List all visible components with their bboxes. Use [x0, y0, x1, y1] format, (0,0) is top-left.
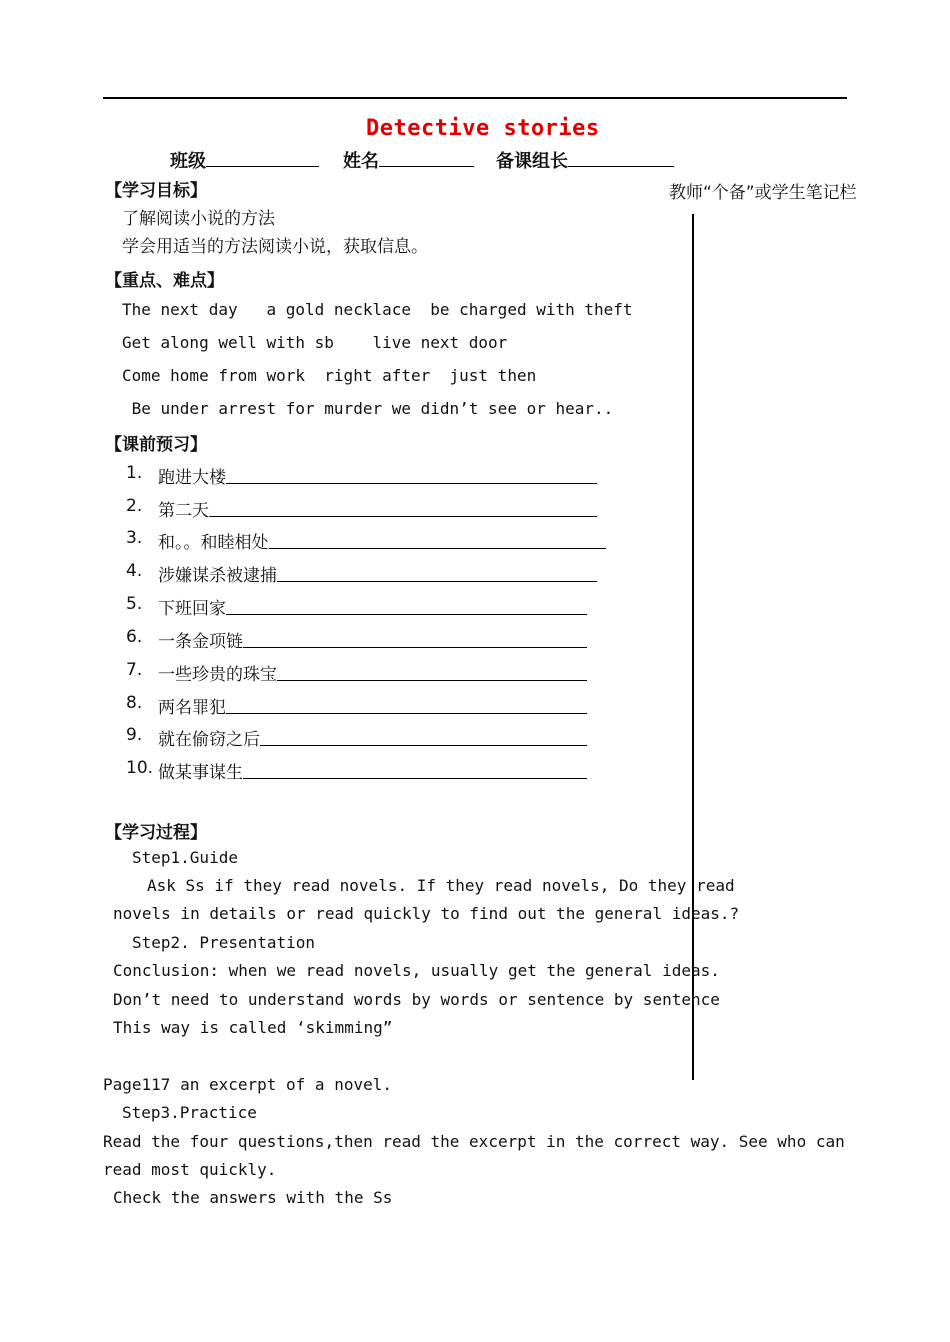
preview-item-number: 4. — [126, 561, 143, 581]
process-line: Ask Ss if they read novels. If they read novels, Do they read — [147, 876, 735, 895]
preview-item-number: 6. — [126, 627, 143, 647]
preview-answer-blank[interactable] — [260, 745, 587, 746]
preview-answer-blank[interactable] — [277, 680, 587, 681]
notes-column-divider — [692, 214, 694, 1080]
goal-item: 了解阅读小说的方法 — [122, 209, 275, 229]
preview-heading: 【课前预习】 — [105, 435, 207, 455]
key-points-line: Be under arrest for murder we didn’t see or hear.. — [122, 399, 614, 418]
preview-item-text: 两名罪犯 — [158, 698, 226, 718]
preview-answer-blank[interactable] — [277, 581, 597, 582]
process-line: Step3.Practice — [122, 1103, 257, 1122]
preview-answer-blank[interactable] — [269, 548, 606, 549]
process-line: This way is called ‘skimming” — [113, 1018, 393, 1037]
key-points-line: The next day a gold necklace be charged with theft — [122, 300, 633, 319]
class-field — [170, 147, 319, 173]
preview-item-number: 10. — [126, 758, 154, 778]
process-line: Don’t need to understand words by words or sentence by sentence — [113, 990, 720, 1009]
preview-item-text: 涉嫌谋杀被逮捕 — [158, 566, 277, 586]
class-blank[interactable] — [206, 148, 319, 167]
key-points-line: Come home from work right after just then — [122, 366, 537, 385]
process-line: Read the four questions,then read the excerpt in the correct way. See who can — [103, 1132, 845, 1151]
preview-item-text: 和。。和睦相处 — [158, 533, 269, 553]
preview-item-text: 做某事谋生 — [158, 763, 243, 783]
key-points-line: Get along well with sb live next door — [122, 333, 508, 352]
preview-answer-blank[interactable] — [226, 713, 587, 714]
process-heading: 【学习过程】 — [105, 823, 207, 843]
preview-item-number: 1. — [126, 463, 143, 483]
preview-item-number: 5. — [126, 594, 143, 614]
preview-item-number: 3. — [126, 528, 143, 548]
preview-item-number: 2. — [126, 496, 143, 516]
process-line: Page117 an excerpt of a novel. — [103, 1075, 392, 1094]
key-points-heading: 【重点、难点】 — [105, 271, 224, 291]
preview-item-text: 下班回家 — [158, 599, 226, 619]
preview-answer-blank[interactable] — [226, 614, 587, 615]
goal-item: 学会用适当的方法阅读小说，获取信息。 — [122, 237, 428, 257]
notes-column-title: 教师“个备”或学生笔记栏 — [669, 183, 857, 203]
process-line: Check the answers with the Ss — [113, 1188, 393, 1207]
preview-item-number: 8. — [126, 693, 143, 713]
process-line: Conclusion: when we read novels, usually get the general ideas. — [113, 961, 720, 980]
preview-answer-blank[interactable] — [243, 778, 587, 779]
preview-item-text: 一条金项链 — [158, 632, 243, 652]
name-label: 姓名 — [343, 151, 379, 172]
class-label: 班级 — [170, 151, 206, 172]
leader-label: 备课组长 — [496, 151, 568, 172]
preview-item-text: 就在偷窃之后 — [158, 730, 260, 750]
preview-item-text: 跑进大楼 — [158, 468, 226, 488]
page-title: Detective stories — [366, 116, 600, 141]
leader-field — [496, 147, 674, 173]
preview-item-text: 一些珍贵的珠宝 — [158, 665, 277, 685]
process-line: novels in details or read quickly to find out the general ideas.? — [113, 904, 740, 923]
name-field — [343, 147, 474, 173]
goals-heading: 【学习目标】 — [105, 181, 207, 201]
top-rule — [103, 97, 847, 99]
preview-item-number: 9. — [126, 725, 143, 745]
process-line: Step2. Presentation — [132, 933, 316, 952]
name-blank[interactable] — [379, 148, 474, 167]
leader-blank[interactable] — [568, 148, 674, 167]
preview-answer-blank[interactable] — [243, 647, 587, 648]
preview-item-text: 第二天 — [158, 501, 209, 521]
process-line: Step1.Guide — [132, 848, 238, 867]
preview-answer-blank[interactable] — [209, 516, 597, 517]
preview-item-number: 7. — [126, 660, 143, 680]
process-line: read most quickly. — [103, 1160, 277, 1179]
preview-answer-blank[interactable] — [226, 483, 597, 484]
